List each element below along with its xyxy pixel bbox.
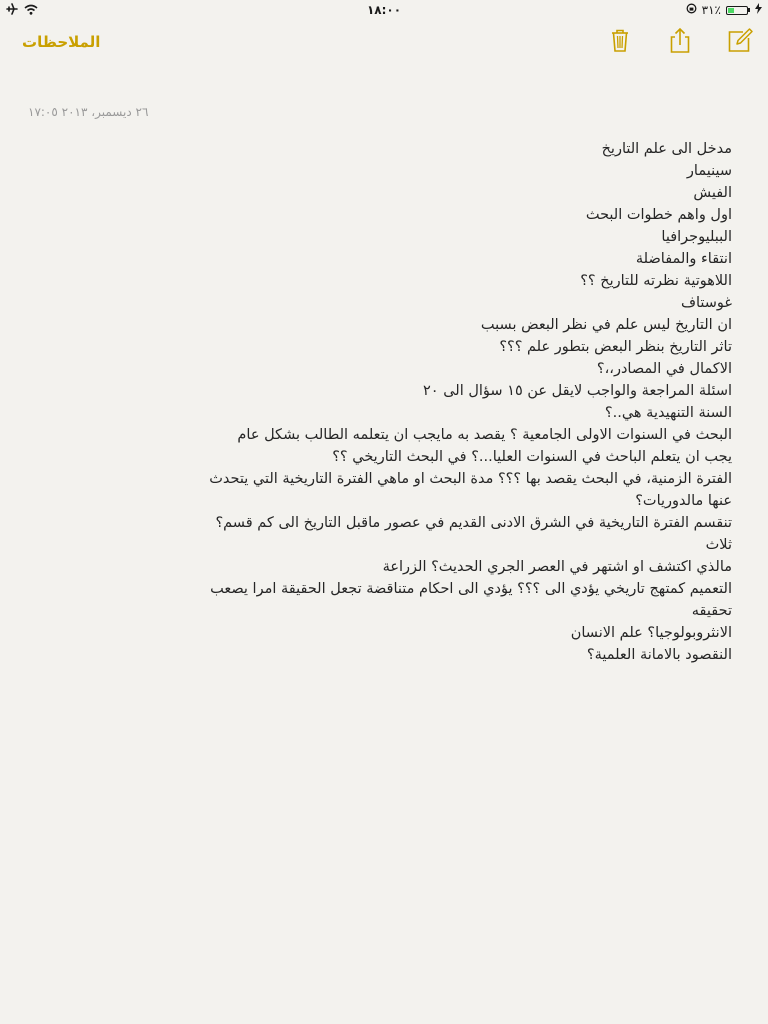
note-line: البحث في السنوات الاولى الجامعية ؟ يقصد به مايجب ان يتعلمه الطالب بشكل عام	[237, 427, 732, 443]
note-line: الفترة الزمنية، في البحث يقصد بها ؟؟؟ مدة البحث او ماهي الفترة التاريخية التي يتحدث عنها مالدوريات؟	[209, 471, 732, 509]
note-line: مدخل الى علم التاريخ	[601, 141, 732, 157]
status-time: ١٨:٠٠	[366, 3, 402, 17]
note-line: اول واهم خطوات البحث	[585, 207, 732, 223]
battery-icon	[726, 6, 748, 15]
trash-icon[interactable]	[606, 26, 634, 54]
note-line: ان التاريخ ليس علم في نظر البعض بسبب	[480, 317, 732, 333]
notes-back-button[interactable]: الملاحظات	[22, 33, 101, 51]
share-icon[interactable]	[666, 26, 694, 54]
note-line: يجب ان يتعلم الباحث في السنوات العليا...؟ في البحث التاريخي ؟؟	[332, 449, 732, 465]
note-line: الانثروبولوجيا؟ علم الانسان	[570, 625, 732, 641]
note-line: اسئلة المراجعة والواجب لايقل عن ١٥ سؤال الى ٢٠	[423, 383, 732, 399]
navigation-bar	[0, 20, 768, 64]
note-line: الفيش	[693, 185, 732, 201]
note-date: ٢٦ ديسمبر، ٢٠١٣ ١٧:٠٥	[28, 105, 149, 119]
note-line: غوستاف	[680, 295, 732, 311]
battery-level-fill	[728, 8, 734, 13]
status-bar-right	[686, 3, 762, 17]
compose-icon[interactable]	[726, 26, 754, 54]
note-line: تنقسم الفترة التاريخية في الشرق الادنى القديم في عصور ماقبل التاريخ الى كم قسم؟ ثلاث	[215, 515, 732, 553]
note-line: مالذي اكتشف او اشتهر في العصر الجري الحديث؟ الزراعة	[382, 559, 732, 575]
battery-percent: ٪٣١	[701, 3, 721, 17]
note-line: الاكمال في المصادر،،؟	[596, 361, 732, 377]
note-line: التعميم كمتهج تاريخي يؤدي الى ؟؟؟ يؤدي الى احكام متناقضة تجعل الحقيقة امرا يصعب تحقيقه	[210, 581, 732, 619]
note-line: الببليوجرافيا	[661, 229, 732, 245]
orientation-lock-icon	[686, 3, 697, 17]
note-body[interactable]	[32, 138, 732, 666]
note-line: تاثر التاريخ بنظر البعض بتطور علم ؟؟؟	[499, 339, 732, 355]
note-line: السنة التنهيدية هي..؟	[604, 405, 732, 421]
note-line: انتقاء والمفاضلة	[635, 251, 732, 267]
note-line: اللاهوتية نظرته للتاريخ ؟؟	[580, 273, 732, 289]
note-line: سينيمار	[686, 163, 732, 179]
status-bar	[0, 0, 768, 20]
charging-icon	[755, 3, 762, 17]
note-line: النقصود بالامانة العلمية؟	[586, 647, 732, 663]
